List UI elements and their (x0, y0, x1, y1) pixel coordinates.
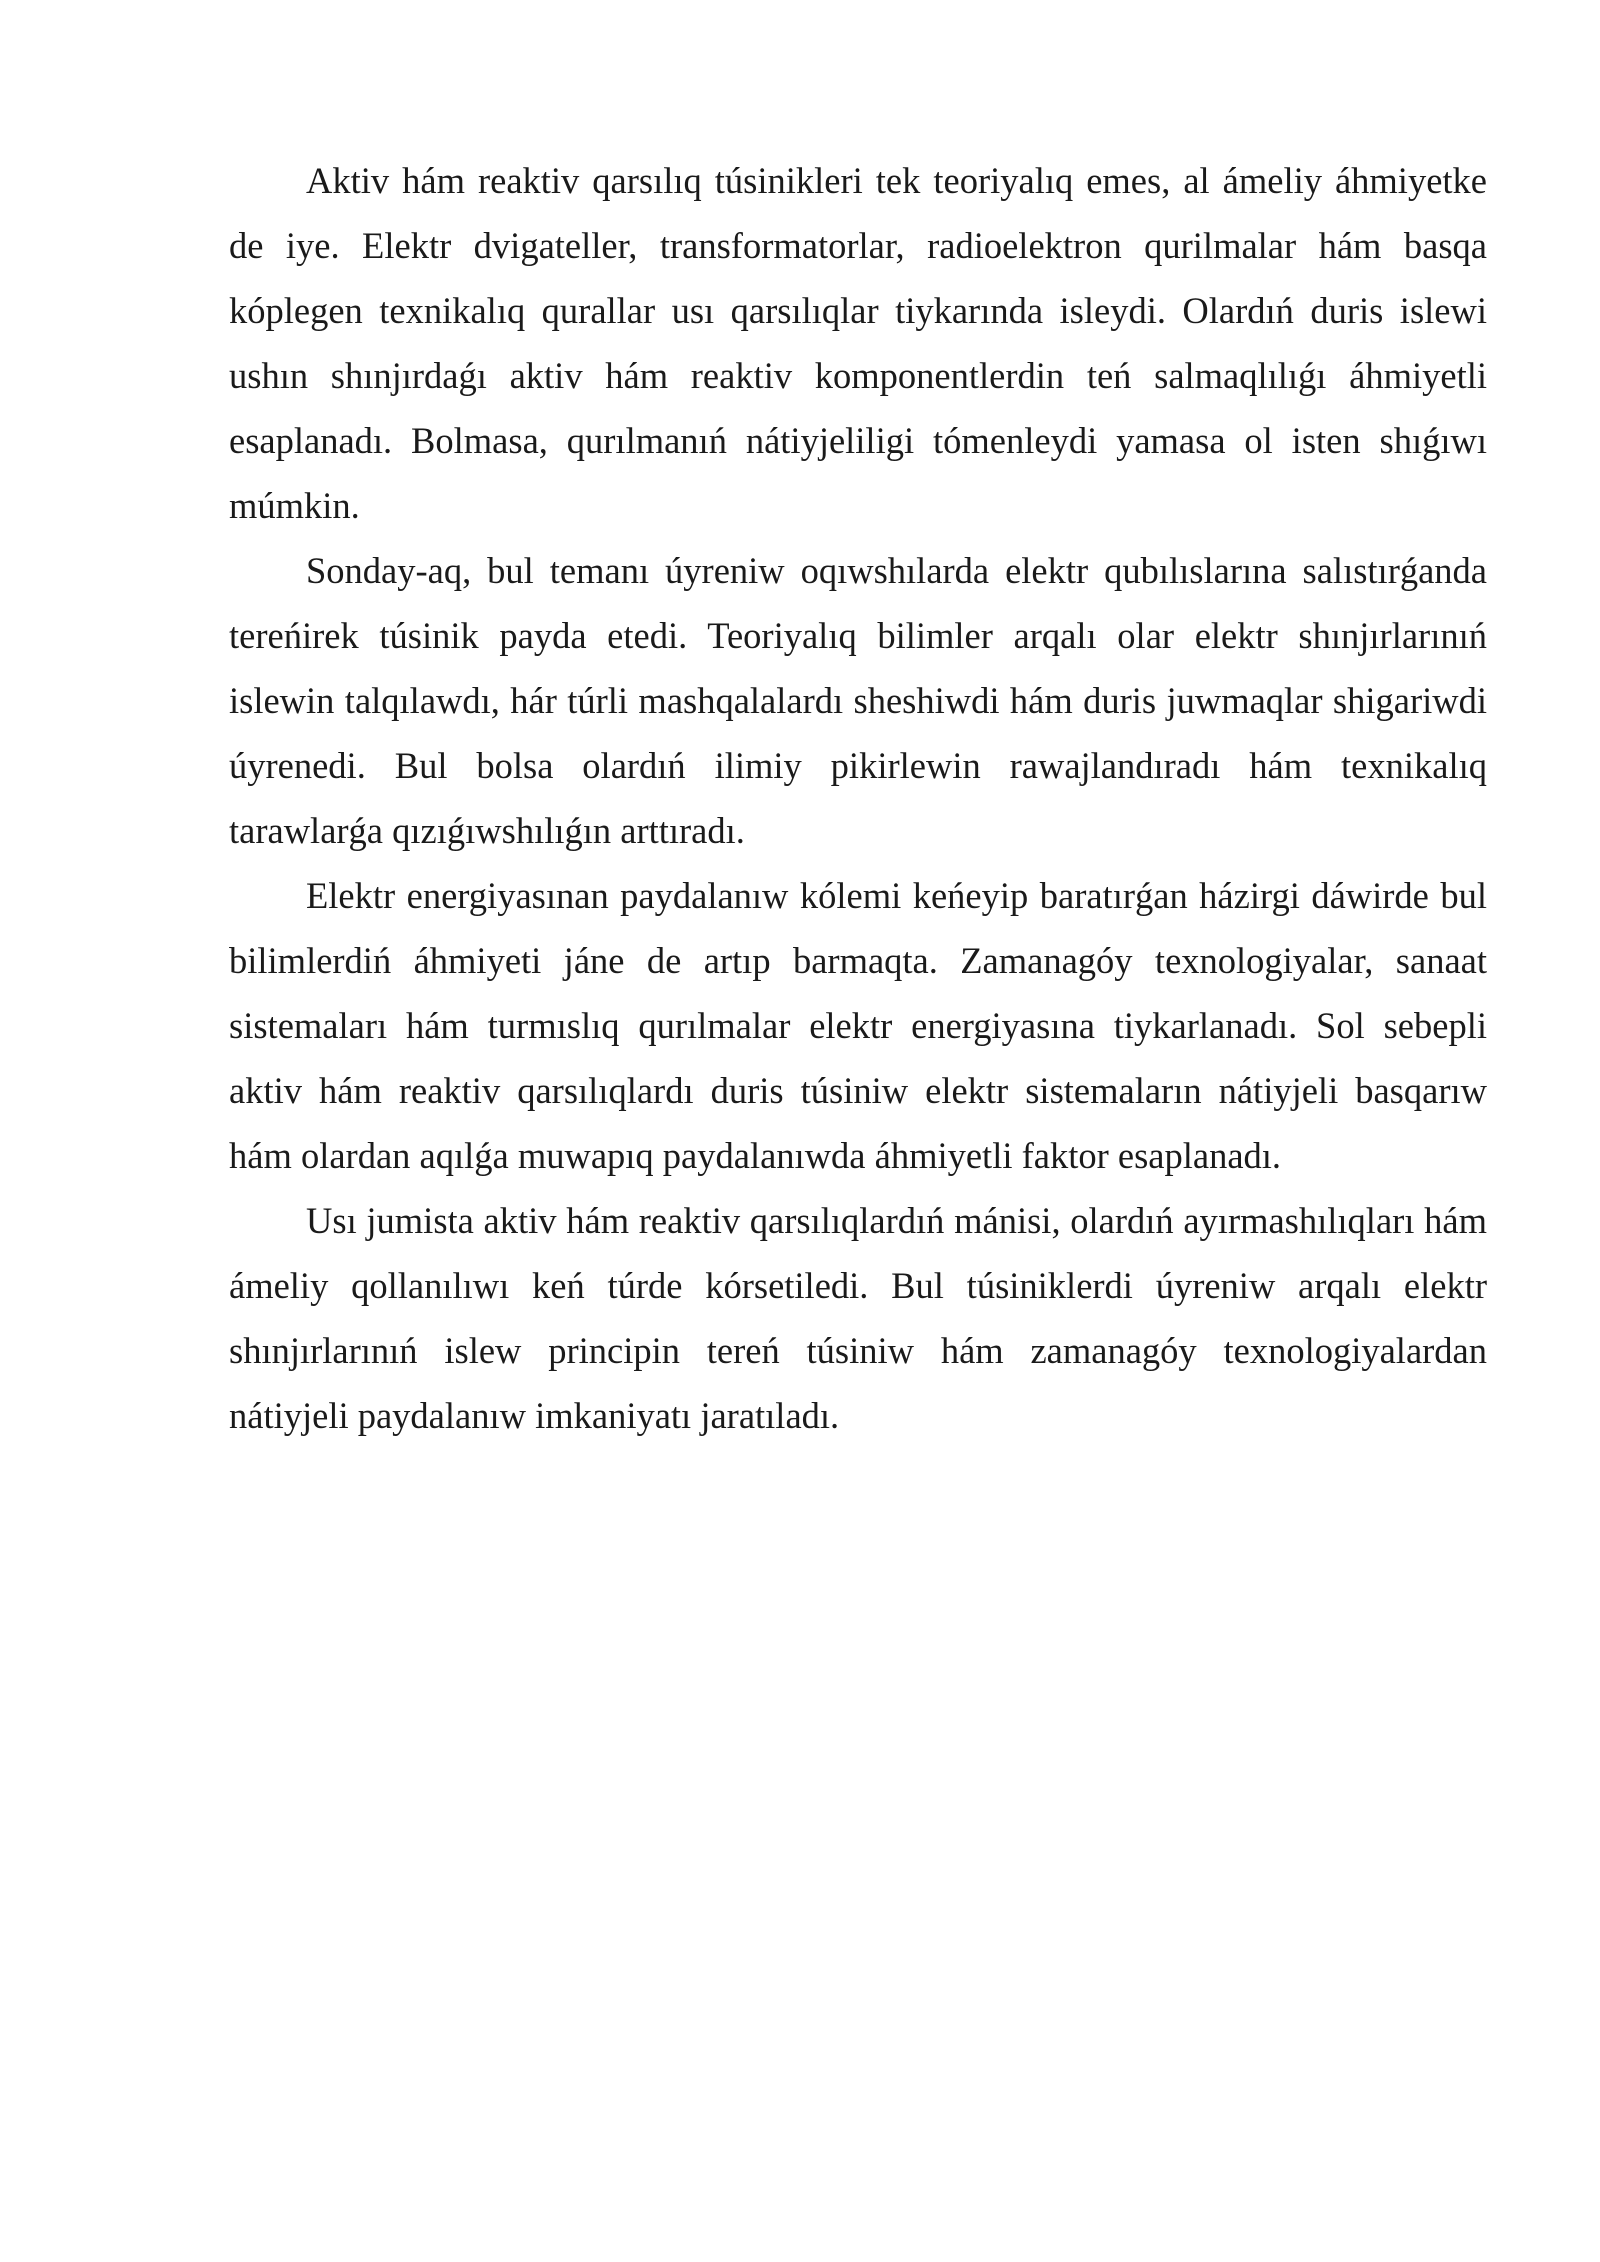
paragraph-1: Aktiv hám reaktiv qarsılıq túsinikleri tek teoriyalıq emes, al ámeliy áhmiyetke de iye. Elektr dvigateller, transformatorlar, radioelektron qurilmalar hám basqa kóplegen texnikalıq qurallar usı qarsılıqlar tiykarında isleydi. Olardıń duris islewi ushın shınjırdaǵı aktiv hám reaktiv komponentlerdin teń salmaqlılıǵı áhmiyetli esaplanadı. Bolmasa, qurılmanıń nátiyjeliligi tómenleydi yamasa ol isten shıǵıwı múmkin. (229, 160, 1487, 526)
document-body (229, 148, 1487, 1448)
paragraph-3: Elektr energiyasınan paydalanıw kólemi keńeyip baratırǵan házirgi dáwirde bul bilimlerdiń áhmiyeti jáne de artıp barmaqta. Zamanagóy texnologiyalar, sanaat sistemaları hám turmıslıq qurılmalar elektr energiyasına tiykarlanadı. Sol sebepli aktiv hám reaktiv qarsılıqlardı duris túsiniw elektr sistemaların nátiyjeli basqarıw hám olardan aqılǵa muwapıq paydalanıwda áhmiyetli faktor esaplanadı. (229, 875, 1487, 1176)
paragraph-2: Sonday-aq, bul temanı úyreniw oqıwshılarda elektr qubılıslarına salıstırǵanda tereńirek túsinik payda etedi. Teoriyalıq bilimler arqalı olar elektr shınjırlarınıń islewin talqılawdı, hár túrli mashqalalardı sheshiwdi hám duris juwmaqlar shigariwdi úyrenedi. Bul bolsa olardıń ilimiy pikirlewin rawajlandıradı hám texnikalıq tarawlarǵa qızıǵıwshılıǵın arttıradı. (229, 550, 1487, 851)
paragraph-4: Usı jumista aktiv hám reaktiv qarsılıqlardıń mánisi, olardıń ayırmashılıqları hám ámeliy qollanılıwı keń túrde kórsetiledi. Bul túsiniklerdi úyreniw arqalı elektr shınjırlarınıń islew principin tereń túsiniw hám zamanagóy texnologiyalardan nátiyjeli paydalanıw imkaniyatı jaratıladı. (229, 1200, 1487, 1436)
